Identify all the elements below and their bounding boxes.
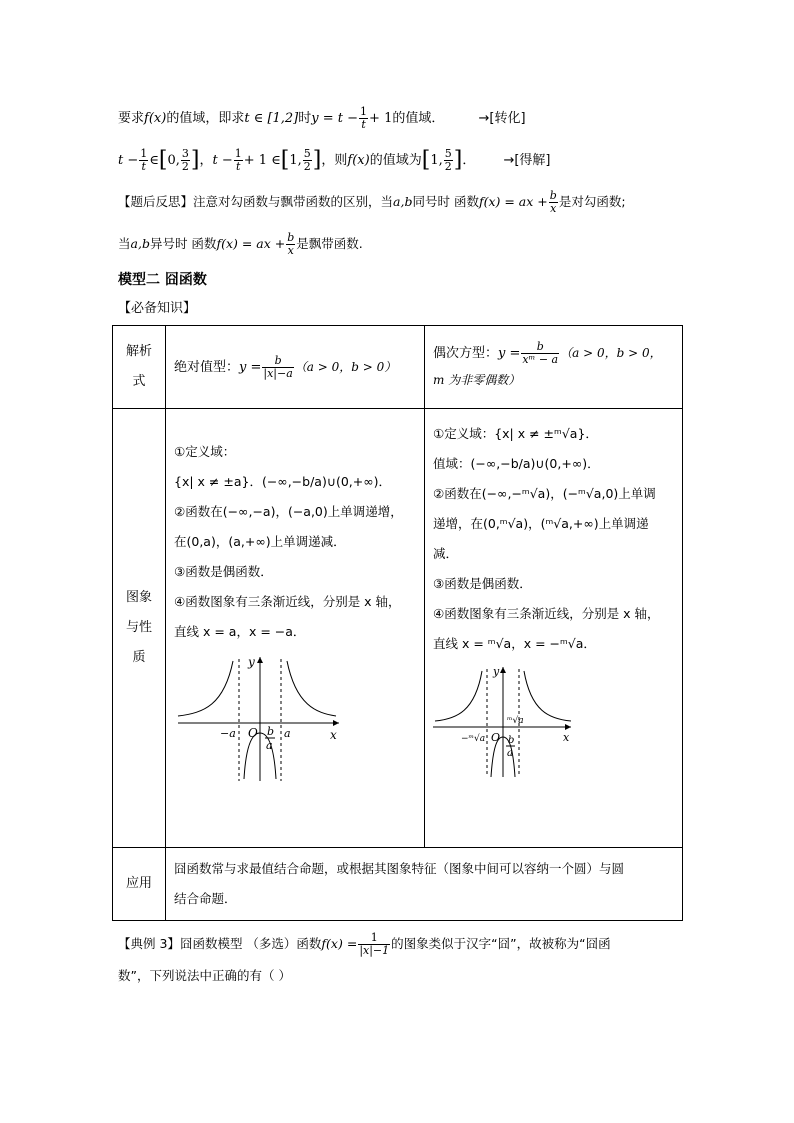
math: 1,	[430, 153, 443, 168]
math: f(x) = ax +	[478, 194, 548, 209]
origin-label: O	[248, 726, 258, 740]
example-line-1	[118, 932, 611, 957]
a-den-label: a	[507, 748, 513, 759]
row-label-text: 应用	[125, 876, 152, 891]
fraction	[139, 148, 148, 173]
math: + 1 ∈	[243, 153, 281, 168]
row-label-graph	[113, 409, 166, 848]
knowledge-label: 【必备知识】	[118, 301, 197, 316]
even-properties	[425, 409, 682, 665]
neg-a-label: −a	[220, 727, 236, 740]
y-label: y	[493, 665, 500, 678]
math-t-range: t ∈ [1,2]	[244, 111, 299, 126]
cell-even-properties	[425, 409, 683, 848]
cell-application	[166, 848, 683, 921]
paragraph-solve	[118, 148, 551, 173]
property-line: ③函数是偶函数．	[174, 564, 273, 579]
fraction	[181, 148, 190, 173]
text: ，	[199, 153, 213, 168]
frac-num: b	[521, 341, 559, 354]
branch-right	[287, 661, 336, 716]
tag-solve: →[得解]	[503, 153, 551, 168]
cell-even-type	[425, 326, 683, 409]
bracket: [	[280, 147, 290, 173]
frac-num: 3	[181, 147, 189, 160]
reflection-line-1	[118, 190, 626, 215]
text: 异号时 函数	[149, 236, 217, 251]
math: ∈	[149, 153, 159, 168]
math-plus: + 1	[369, 111, 393, 126]
x-label: x	[330, 728, 337, 742]
frac-num: 1	[358, 932, 390, 945]
fraction	[549, 190, 558, 215]
frac-den: 2	[444, 160, 452, 173]
fraction	[303, 148, 312, 173]
b-label: b	[508, 735, 515, 746]
section-title: 模型二 囧函数	[118, 272, 207, 288]
cell-abs-properties	[166, 409, 425, 848]
graph-even-type	[431, 665, 581, 780]
frac-num: 1	[140, 147, 148, 160]
knowledge-table	[112, 325, 683, 921]
reflection-line-2	[118, 232, 363, 257]
text: 绝对值型：	[174, 359, 240, 375]
application-line: 结合命题．	[174, 891, 237, 906]
frac-den: xᵐ − a	[522, 353, 559, 366]
text: 囧函数模型 （多选）函数	[179, 936, 322, 951]
application-line: 囧函数常与求最值结合命题，或根据其图象特征（图象中间可以容纳一个圆）与圆	[174, 861, 625, 876]
frac-den: 2	[303, 160, 311, 173]
property-line: ①定义域：	[174, 444, 236, 459]
text: 注意对勾函数与飘带函数的区别，当	[193, 194, 394, 209]
fraction	[444, 148, 453, 173]
neg-root-label: −ᵐ√a	[461, 734, 486, 744]
text: ．	[462, 153, 476, 168]
root-label: ᵐ√a	[507, 716, 524, 726]
property-line: 递增，在(0,ᵐ√a)，(ᵐ√a,+∞)上单调递	[433, 516, 649, 531]
x-label: x	[563, 731, 570, 744]
row-label-text: 图象与性质	[125, 590, 152, 665]
frac-num: b	[287, 231, 295, 244]
frac-den: x	[287, 244, 294, 257]
row-label-text: 解析式	[125, 344, 152, 389]
property-line: ④函数图象有三条渐近线，分别是 x 轴，	[174, 594, 401, 609]
property-line: 减．	[433, 546, 459, 561]
math: a,b	[393, 194, 413, 209]
property-line: 直线 x = a，x = −a．	[174, 624, 306, 639]
example-line-2: 数”，下列说法中正确的有（ ）	[118, 968, 291, 983]
y-label: y	[248, 655, 255, 669]
table-row	[113, 848, 683, 921]
frac-den: t	[361, 118, 366, 131]
frac-den: 2	[181, 160, 189, 173]
row-label-application	[113, 848, 166, 921]
math: 0,	[167, 153, 180, 168]
text: ，则	[321, 153, 348, 168]
math: 1,	[289, 153, 302, 168]
fraction	[359, 106, 368, 131]
abs-properties	[166, 409, 424, 653]
text: 是飘带函数.	[296, 236, 363, 251]
math-fx: f(x)	[347, 153, 370, 168]
graph-abs-type	[174, 653, 344, 783]
property-line: ④函数图象有三条渐近线，分别是 x 轴，	[433, 606, 660, 621]
even-formula	[425, 334, 682, 400]
text: 的值域为	[369, 153, 422, 168]
x-axis-arrow	[565, 724, 571, 730]
origin-label: O	[491, 731, 501, 744]
bracket: ]	[190, 147, 200, 173]
cell-abs-type	[166, 326, 425, 409]
frac-num: 5	[444, 147, 452, 160]
a-label: a	[284, 727, 291, 740]
text: 是对勾函数;	[558, 194, 626, 209]
math: t −	[212, 153, 233, 168]
bracket: ]	[312, 147, 322, 173]
bracket: [	[421, 147, 431, 173]
branch-right	[524, 671, 571, 721]
abs-formula	[166, 346, 424, 389]
text: 的值域．	[392, 111, 445, 126]
property-line: 值域：(−∞,−b/a)∪(0,+∞)．	[433, 456, 600, 471]
frac-num: b	[549, 189, 557, 202]
text: 时	[298, 111, 312, 126]
math: t −	[118, 153, 139, 168]
property-line: ③函数是偶函数．	[433, 576, 532, 591]
frac-num: 1	[360, 105, 368, 118]
property-line: ②函数在(−∞,−ᵐ√a)，(−ᵐ√a,0)上单调	[433, 486, 656, 501]
table-row	[113, 409, 683, 848]
paragraph-transform	[118, 106, 526, 131]
b-label: b	[267, 725, 275, 738]
frac-den: |x|−a	[263, 366, 293, 380]
branch-left	[435, 671, 482, 721]
math: （a > 0，b > 0）	[294, 359, 397, 374]
property-line: 在(0,a)，(a,+∞)上单调递减．	[174, 534, 346, 549]
y-axis-arrow	[500, 667, 506, 673]
tag-transform: →[转化]	[478, 111, 526, 126]
frac-den: x	[550, 202, 557, 215]
branch-left	[178, 661, 233, 716]
math: （a > 0，b > 0，	[560, 346, 662, 360]
text: 要求	[118, 111, 145, 126]
fraction	[358, 932, 390, 957]
fraction	[262, 355, 293, 380]
math-y: y = t −	[311, 111, 359, 126]
math: y =	[239, 359, 262, 375]
y-axis-arrow	[257, 657, 263, 663]
math: f(x) =	[321, 936, 358, 951]
row-label-expression	[113, 326, 166, 409]
frac-num: 5	[303, 147, 311, 160]
property-line: ①定义域：{x| x ≠ ±ᵐ√a}．	[433, 426, 598, 441]
math: f(x) = ax +	[216, 236, 286, 251]
frac-den: t	[141, 160, 146, 173]
math: a,b	[130, 236, 150, 251]
property-line: {x| x ≠ ±a}．(−∞,−b/a)∪(0,+∞)．	[174, 474, 392, 489]
property-line: ②函数在(−∞,−a)，(−a,0)上单调递增，	[174, 504, 403, 519]
reflection-label: 【题后反思】	[118, 194, 194, 209]
math: m 为非零偶数）	[433, 373, 521, 387]
bracket: [	[158, 147, 168, 173]
x-axis-arrow	[333, 720, 339, 726]
fraction	[234, 148, 243, 173]
example-label: 【典例 3】	[118, 936, 180, 951]
frac-den: t	[236, 160, 241, 173]
frac-num: b	[262, 355, 293, 368]
math-fx: f(x)	[144, 111, 167, 126]
fraction	[286, 232, 295, 257]
text: 的值域，即求	[166, 111, 245, 126]
math: y =	[498, 346, 521, 361]
table-row	[113, 326, 683, 409]
bracket: ]	[453, 147, 463, 173]
frac-den: |x|−1	[359, 944, 390, 957]
a-den-label: a	[266, 739, 273, 752]
property-line: 直线 x = ᵐ√a，x = −ᵐ√a．	[433, 636, 596, 651]
text: 的图象类似于汉字“囧”，故被称为“囧函	[391, 936, 611, 951]
frac-num: 1	[234, 147, 242, 160]
text: 同号时 函数	[412, 194, 479, 209]
text: 偶次方型：	[433, 346, 499, 361]
fraction	[521, 341, 559, 366]
text: 当	[118, 236, 131, 251]
application-text	[166, 848, 682, 920]
